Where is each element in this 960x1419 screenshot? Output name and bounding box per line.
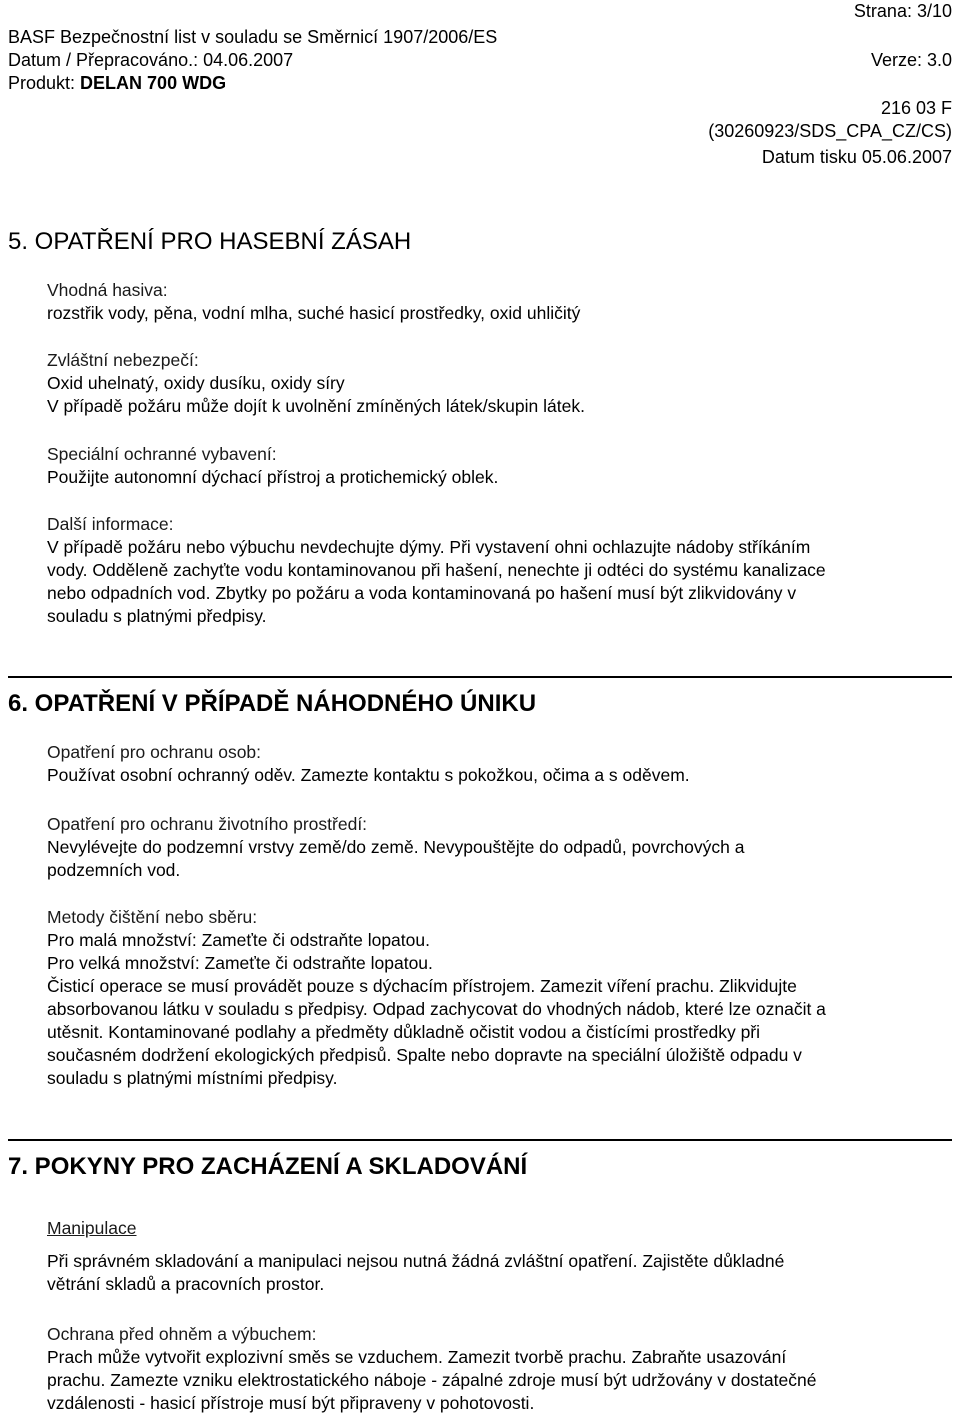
hazard-line: V případě požáru může dojít k uvolnění zmíněných látek/skupin látek. xyxy=(47,396,585,416)
section-7-handling xyxy=(47,1217,952,1296)
equipment-label: Speciální ochranné vybavení: xyxy=(47,444,277,464)
document-id: (30260923/SDS_CPA_CZ/CS) xyxy=(708,121,952,141)
info-line: vody. Odděleně zachyťte vodu kontaminovanou při hašení, nenechte ji odtéci do systému kanalizace xyxy=(47,560,826,580)
section-5-info xyxy=(47,513,952,628)
section-5-equipment xyxy=(47,443,952,489)
cleanup-label: Metody čištění nebo sběru: xyxy=(47,907,258,927)
revision-date: Datum / Přepracováno.: 04.06.2007 xyxy=(8,50,294,70)
environment-line: Nevylévejte do podzemní vrstvy země/do země. Nevypouštějte do odpadů, povrchových a xyxy=(47,837,745,857)
info-line: souladu s platnými předpisy. xyxy=(47,606,267,626)
version: Verze: 3.0 xyxy=(870,50,952,70)
product-code: 216 03 F xyxy=(880,98,952,118)
info-label: Další informace: xyxy=(47,514,174,534)
print-date: Datum tisku 05.06.2007 xyxy=(761,147,952,167)
cleanup-line: absorbovanou látku v souladu s předpisy. Odpad zachycovat do vhodných nádob, které lze označit a xyxy=(47,999,826,1019)
handling-label: Manipulace xyxy=(47,1218,137,1238)
extinguish-text: rozstřik vody, pěna, vodní mlha, suché hasicí prostředky, oxid uhličitý xyxy=(47,303,581,323)
cleanup-line: současném dodržení ekologických předpisů. Spalte nebo dopravte na speciální úložiště odpadu v xyxy=(47,1045,802,1065)
extinguish-label: Vhodná hasiva: xyxy=(47,280,168,300)
cleanup-line: Pro malá množství: Zameťte či odstraňte lopatou. xyxy=(47,930,430,950)
fire-line: Prach může vytvořit explozivní směs se vzduchem. Zamezit tvorbě prachu. Zabraňte usazování xyxy=(47,1347,787,1367)
section-6-cleanup xyxy=(47,906,952,1090)
info-line: V případě požáru nebo výbuchu nevdechujte dýmy. Při vystavení ohni ochlazujte nádoby stříkáním xyxy=(47,537,811,557)
section-divider xyxy=(8,676,952,678)
hazard-label: Zvláštní nebezpečí: xyxy=(47,350,199,370)
section-7-title: 7. POKYNY PRO ZACHÁZENÍ A SKLADOVÁNÍ xyxy=(8,1153,528,1180)
cleanup-line: Čisticí operace se musí provádět pouze s dýchacím přístrojem. Zamezit víření prachu. Zlikvidujte xyxy=(47,976,797,996)
cleanup-line: souladu s platnými místními předpisy. xyxy=(47,1068,338,1088)
handling-line: větrání skladů a pracovních prostor. xyxy=(47,1274,325,1294)
section-divider xyxy=(8,1139,952,1141)
equipment-text: Použijte autonomní dýchací přístroj a protichemický oblek. xyxy=(47,467,499,487)
cleanup-line: utěsnit. Kontaminované podlahy a předměty důkladně očistit vodou a čistícími prostředky při xyxy=(47,1022,761,1042)
environment-label: Opatření pro ochranu životního prostředí: xyxy=(47,814,368,834)
document-title: BASF Bezpečnostní list v souladu se Směrnicí 1907/2006/ES xyxy=(8,27,498,47)
cleanup-line: Pro velká množství: Zameťte či odstraňte lopatou. xyxy=(47,953,433,973)
fire-label: Ochrana před ohněm a výbuchem: xyxy=(47,1324,317,1344)
section-6-persons xyxy=(47,741,952,787)
page-number: Strana: 3/10 xyxy=(853,1,952,21)
product-label: Produkt: xyxy=(8,73,81,93)
section-6-title: 6. OPATŘENÍ V PŘÍPADĚ NÁHODNÉHO ÚNIKU xyxy=(8,690,537,717)
section-5-hazards xyxy=(47,349,952,418)
info-line: nebo odpadních vod. Zbytky po požáru a voda kontaminovaná po hašení musí být zlikvidovány v xyxy=(47,583,797,603)
section-5-title: 5. OPATŘENÍ PRO HASEBNÍ ZÁSAH xyxy=(8,228,412,255)
environment-line: podzemních vod. xyxy=(47,860,181,880)
persons-label: Opatření pro ochranu osob: xyxy=(47,742,262,762)
fire-line: prachu. Zamezte vzniku elektrostatického náboje - zápalné zdroje musí být udržovány v dostatečné xyxy=(47,1370,817,1390)
fire-line: vzdálenosti - hasicí přístroje musí být připraveny v pohotovosti. xyxy=(47,1393,535,1413)
section-7-fire xyxy=(47,1323,952,1415)
persons-text: Používat osobní ochranný oděv. Zamezte kontaktu s pokožkou, očima a s oděvem. xyxy=(47,765,690,785)
handling-line: Při správném skladování a manipulaci nejsou nutná žádná zvláštní opatření. Zajistěte důkladné xyxy=(47,1251,785,1271)
product-line xyxy=(8,72,226,94)
hazard-line: Oxid uhelnatý, oxidy dusíku, oxidy síry xyxy=(47,373,345,393)
section-6-environment xyxy=(47,813,952,882)
product-name: DELAN 700 WDG xyxy=(80,73,227,93)
section-5-extinguish xyxy=(47,279,952,325)
